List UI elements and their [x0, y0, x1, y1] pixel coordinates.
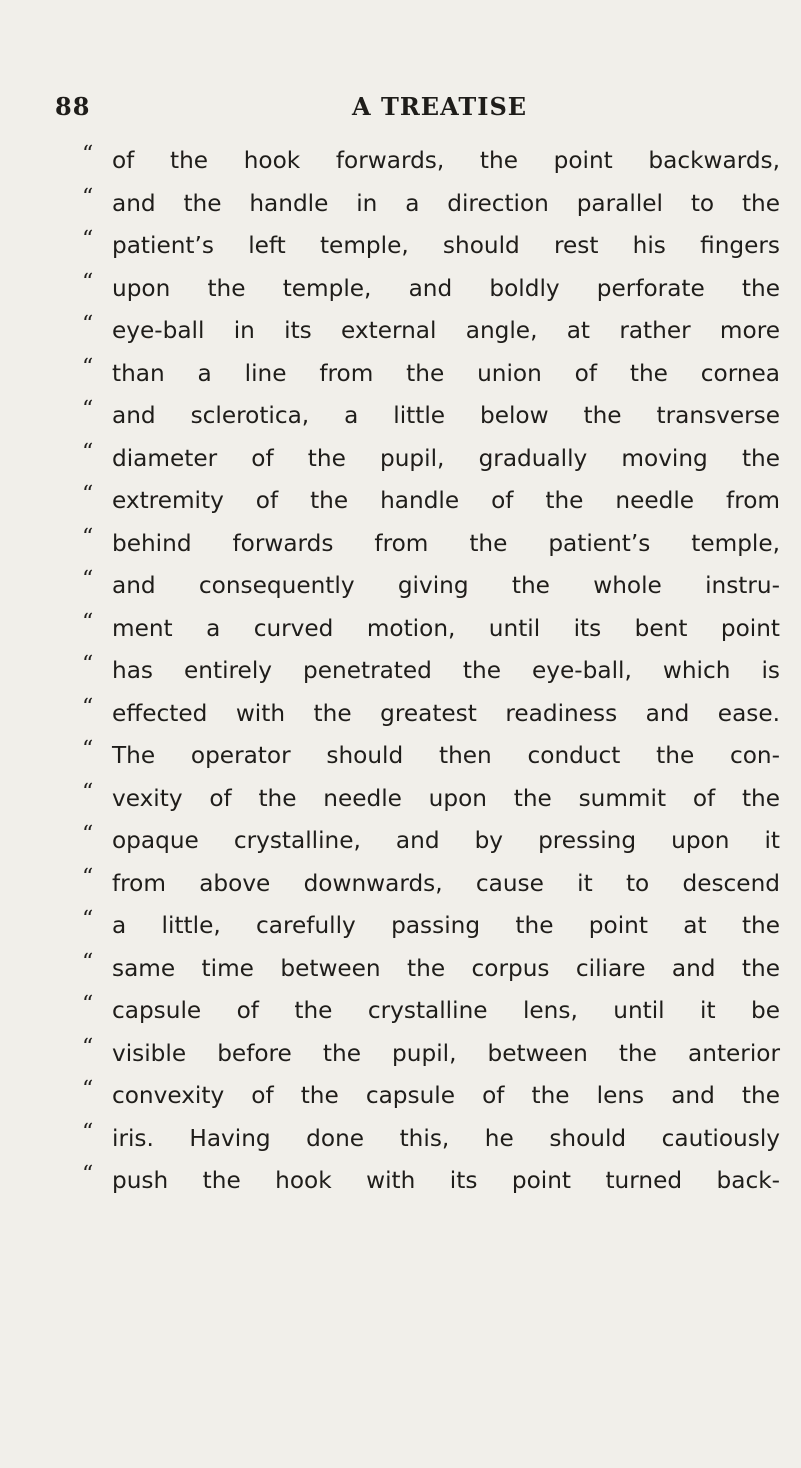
line-text: a little, carefully passing the point at the — [112, 912, 780, 939]
text-line — [82, 608, 780, 651]
quote-mark: “ — [82, 907, 94, 932]
line-text: from above downwards, cause it to descend — [112, 869, 780, 897]
quote-mark: “ — [82, 184, 94, 210]
page-header — [0, 92, 801, 126]
quote-mark: “ — [82, 482, 94, 507]
text-line — [82, 480, 780, 523]
line-text: patient’s left temple, should rest his fingers — [112, 232, 780, 259]
text-line — [82, 395, 780, 438]
quote-mark: “ — [82, 609, 94, 635]
text-line — [82, 353, 780, 396]
line-text: ment a curved motion, until its bent point — [112, 614, 780, 642]
quote-mark: “ — [82, 949, 94, 975]
quote-mark: “ — [82, 992, 94, 1017]
line-text: The operator should then conduct the con- — [112, 742, 780, 769]
quote-mark: “ — [82, 779, 94, 805]
line-text: and sclerotica, a little below the transverse — [112, 402, 780, 429]
text-line — [82, 310, 780, 353]
running-head: A TREATISE — [352, 92, 528, 121]
text-line — [82, 523, 780, 566]
line-text: effected with the greatest readiness and ease. — [112, 699, 780, 727]
line-text: same time between the corpus ciliare and the — [112, 954, 780, 982]
text-line — [82, 905, 780, 948]
quote-mark: “ — [82, 822, 94, 847]
quote-mark: “ — [82, 312, 94, 337]
line-text: upon the temple, and boldly perforate the — [112, 274, 780, 302]
line-text: vexity of the needle upon the summit of the — [112, 784, 780, 812]
quote-mark: “ — [82, 1162, 94, 1187]
quote-mark: “ — [82, 142, 94, 167]
line-text: capsule of the crystalline lens, until it be — [112, 997, 780, 1024]
quote-mark: “ — [82, 652, 94, 677]
line-text: convexity of the capsule of the lens and the — [112, 1082, 780, 1109]
line-text: push the hook with its point turned back- — [112, 1167, 780, 1194]
line-text: opaque crystalline, and by pressing upon it — [112, 827, 780, 854]
quote-mark: “ — [82, 567, 94, 592]
line-text: visible before the pupil, between the anterior — [112, 1039, 780, 1067]
quote-mark: “ — [82, 737, 94, 762]
text-line — [82, 140, 780, 183]
body-text — [82, 140, 780, 1203]
line-text: extremity of the handle of the needle from — [112, 487, 780, 514]
line-text: and the handle in a direction parallel to the — [112, 189, 780, 217]
quote-mark: “ — [82, 1119, 94, 1145]
text-line — [82, 1033, 780, 1076]
text-line — [82, 650, 780, 693]
quote-mark: “ — [82, 1034, 94, 1060]
text-line — [82, 1075, 780, 1118]
quote-mark: “ — [82, 1077, 94, 1102]
text-line — [82, 863, 780, 906]
page-number: 88 — [55, 92, 91, 121]
line-text: diameter of the pupil, gradually moving the — [112, 444, 780, 472]
text-line — [82, 820, 780, 863]
text-line — [82, 183, 780, 226]
quote-mark: “ — [82, 694, 94, 720]
line-text: behind forwards from the patient’s temple, — [112, 529, 780, 557]
line-text: has entirely penetrated the eye-ball, which is — [112, 657, 780, 684]
text-line — [82, 1160, 780, 1203]
text-line — [82, 268, 780, 311]
quote-mark: “ — [82, 227, 94, 252]
line-text: than a line from the union of the cornea — [112, 359, 780, 387]
line-text: and consequently giving the whole instru- — [112, 572, 780, 599]
quote-mark: “ — [82, 524, 94, 550]
quote-mark: “ — [82, 397, 94, 422]
text-line — [82, 438, 780, 481]
line-text: iris. Having done this, he should cautiously — [112, 1124, 780, 1152]
quote-mark: “ — [82, 354, 94, 380]
line-text: eye-ball in its external angle, at rather more — [112, 317, 780, 344]
text-line — [82, 735, 780, 778]
text-line — [82, 990, 780, 1033]
quote-mark: “ — [82, 439, 94, 465]
text-line — [82, 1118, 780, 1161]
text-line — [82, 565, 780, 608]
text-line — [82, 225, 780, 268]
text-line — [82, 778, 780, 821]
text-line — [82, 948, 780, 991]
line-text: of the hook forwards, the point backwards, — [112, 147, 780, 174]
quote-mark: “ — [82, 864, 94, 890]
text-line — [82, 693, 780, 736]
quote-mark: “ — [82, 269, 94, 295]
